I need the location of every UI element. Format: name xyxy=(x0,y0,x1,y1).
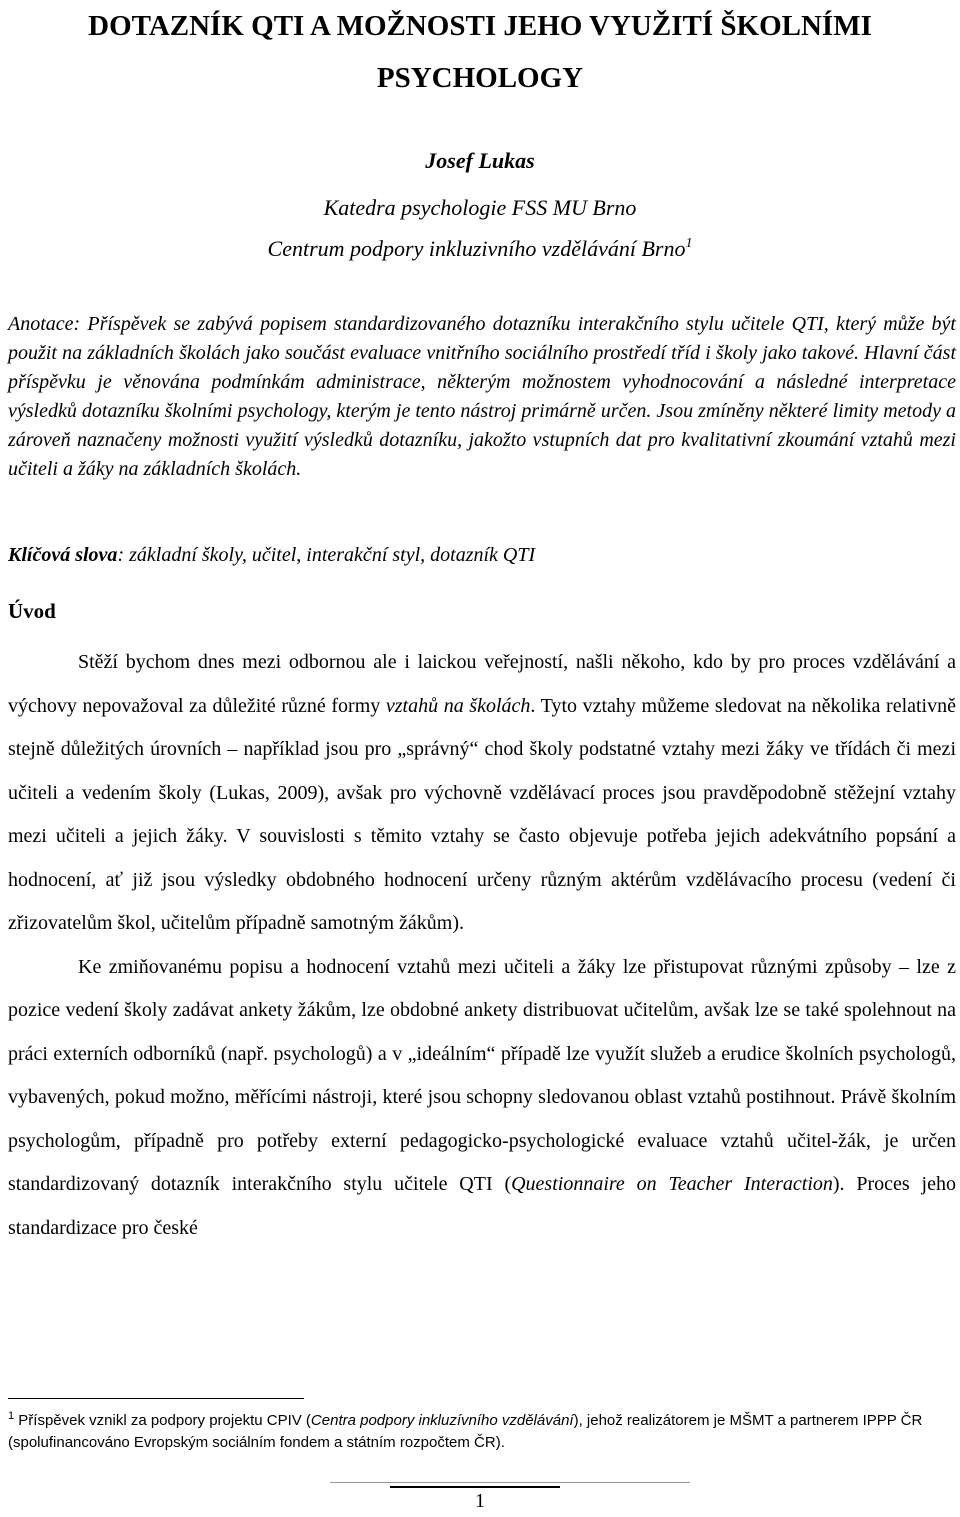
affiliation-2-text: Centrum podpory inkluzivního vzdělávání Brno xyxy=(267,236,686,261)
footnote-text-a: Příspěvek vznikl za podpory projektu CPIV ( xyxy=(14,1412,311,1429)
footnote-mark: 1 xyxy=(8,1410,15,1422)
footnote xyxy=(8,1410,956,1454)
paragraph-1 xyxy=(8,641,956,946)
footnote-text-b: ), jehož realizátorem je MŠMT a partnerem IPPP ČR (spolufinancováno Evropským sociálním fondem a státním rozpočtem ČR). xyxy=(8,1412,923,1451)
keywords-text: : základní školy, učitel, interakční styl, dotazník QTI xyxy=(117,544,536,566)
keywords-label: Klíčová slova xyxy=(8,544,118,566)
author-name: Josef Lukas xyxy=(425,148,535,173)
affiliation-1: Katedra psychologie FSS MU Brno xyxy=(323,195,637,220)
body-text xyxy=(8,641,956,1250)
keywords xyxy=(8,540,956,570)
paragraph-1-part-b: . Tyto vztahy můžeme sledovat na několika relativně stejně důležitých úrovních – například jsou pro „správný“ chod školy podstatné vztahy mezi žáky ve třídách či mezi učiteli a vedením školy (Lukas, 2009), avšak pro výchovně vzdělávací proces jsou pravděpodobně stěžejní vztahy mezi učiteli a jejich žáky. V souvislosti s těmito vztahy se často objevuje potřeba jejich adekvátního popsání a hodnocení, ať již jsou výsledky obdobného hodnocení určeny různým aktérům vzdělávacího procesu (vedení či zřizovatelům škol, učitelům případně samotným žákům). xyxy=(8,694,956,934)
paper-title xyxy=(0,0,960,104)
footnote-reference[interactable]: 1 xyxy=(685,236,693,251)
abstract xyxy=(8,310,956,484)
paragraph-1-part-a: Stěží bychom dnes mezi odbornou ale i laickou veřejností, našli někoho, kdo by pro proces vzdělávání a výchovy nepovažoval za důležité různé formy xyxy=(8,651,956,717)
section-heading: Úvod xyxy=(8,599,56,623)
footer-rule-bold xyxy=(390,1486,560,1488)
footnote-separator xyxy=(8,1398,304,1399)
title-line-1: DOTAZNÍK QTI A MOŽNOSTI JEHO VYUŽITÍ ŠKOLNÍMI xyxy=(88,10,872,42)
paragraph-2-italic: Questionnaire on Teacher Interaction xyxy=(511,1173,833,1195)
footnote-italic: Centra podpory inkluzívního vzdělávání xyxy=(310,1412,574,1429)
abstract-label: Anotace: xyxy=(8,313,81,335)
title-line-2: PSYCHOLOGY xyxy=(376,62,584,94)
paragraph-2 xyxy=(8,946,956,1251)
affiliation-2 xyxy=(0,236,960,262)
paragraph-2-part-b: ). Proces jeho standardizace pro české xyxy=(8,1173,956,1239)
paragraph-1-italic: vztahů na školách xyxy=(385,694,531,717)
paragraph-2-part-a: Ke zmiňovanému popisu a hodnocení vztahů mezi učiteli a žáky lze přistupovat různými způsoby – lze z pozice vedení školy zadávat ankety žákům, lze obdobné ankety distribuovat učitelům, avšak lze se také spolehnout na práci externích odborníků (např. psychologů) a v „ideálním“ případě lze využít služeb a erudice školních psychologů, vybavených, pokud možno, měřícími nástroji, které jsou schopny sledovanou oblast vztahů postihnout. Právě školním psychologům, případně pro potřeby externí pedagogicko-psychologické evaluace vztahů učitel-žák, je určen standardizovaný dotazník interakčního stylu učitele QTI ( xyxy=(8,955,956,1195)
page-number: 1 xyxy=(475,1490,485,1512)
abstract-text: Příspěvek se zabývá popisem standardizovaného dotazníku interakčního stylu učitele QTI, který může být použit na základních školách jako součást evaluace vnitřního sociálního prostředí tříd i školy jako takové. Hlavní část příspěvku je věnována podmínkám administrace, některým možnostem vyhodnocování a následné interpretace výsledků dotazníku školními psychology, kterým je tento nástroj primárně určen. Jsou zmíněny některé limity metody a zároveň naznačeny možnosti využití výsledků dotazníku, jakožto vstupních dat pro kvalitativní zkoumání vztahů mezi učiteli a žáky na základních školách. xyxy=(8,313,956,480)
footer-rule xyxy=(330,1482,690,1483)
